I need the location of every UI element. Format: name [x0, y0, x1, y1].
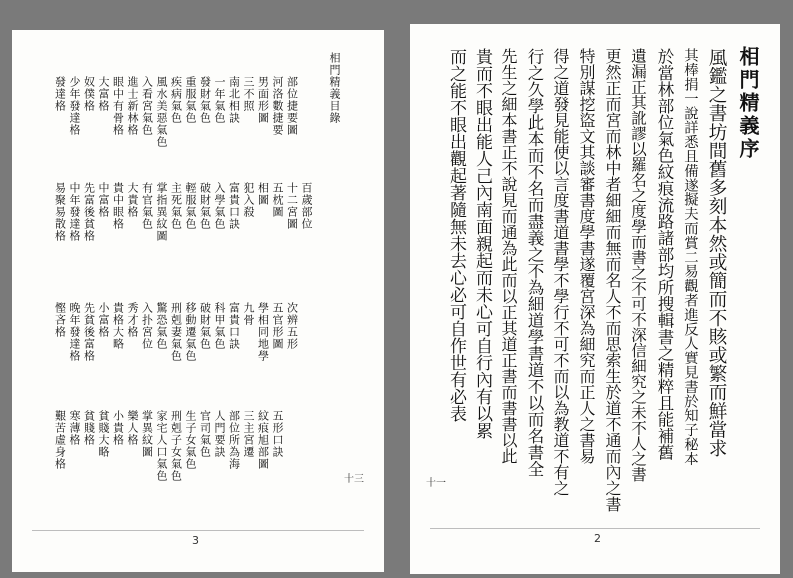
toc-entry: 生子女氣色: [184, 410, 197, 470]
toc-entry: 奴僕格: [82, 76, 96, 112]
toc-entry: 破財氣色: [198, 182, 212, 230]
toc-entry: 部位所為海: [227, 410, 241, 470]
toc-entry: 樂人格: [126, 410, 139, 446]
toc-entry: 河洛數捷要: [271, 76, 284, 136]
preface-column-6: 特別謀挖盜文其談審書度學書遂覆宮深為細究而正人之書易: [577, 48, 596, 464]
toc-entry: 五官形圖: [271, 302, 284, 350]
toc-block-1: [52, 76, 299, 172]
toc-entry: 疾病氣色: [169, 76, 183, 124]
toc-entry: 中年發達格: [68, 182, 81, 242]
toc-entry: 犯入殺: [242, 182, 255, 218]
toc-entry: 發財氣色: [198, 76, 212, 124]
toc-entry: 富貴口訣: [227, 182, 241, 230]
left-side-mark: 十三: [344, 474, 364, 485]
toc-entry: 富貴口訣: [227, 302, 241, 350]
toc-entry: 移動遷氣色: [184, 302, 197, 362]
toc-entry: 寒薄格: [68, 410, 81, 446]
toc-entry: 有官氣色: [140, 182, 154, 230]
toc-entry: 入學氣色: [213, 182, 226, 230]
toc-block-2: [52, 182, 313, 292]
toc-entry: 次辨五形: [285, 302, 299, 350]
right-page-number: 2: [594, 532, 601, 545]
toc-entry: 相圖: [256, 182, 270, 206]
toc-entry: 家宅人口氣色: [155, 410, 168, 482]
preface-column-11: 而之能不眼出觀起著隨無未去心必可自作世有必表: [446, 48, 466, 422]
toc-entry: 刑剋妻氣色: [169, 302, 183, 362]
toc-entry: 十二宮圖: [285, 182, 299, 230]
toc-entry: 男面形圖: [256, 76, 270, 124]
toc-entry: 掌異紋圖: [140, 410, 154, 458]
preface-column-5: 更然正而宮而林中者細細而無而名人不而思索生於道不通而內之書: [603, 48, 622, 512]
toc-entry: 貧賤格: [82, 410, 96, 446]
toc-entry: 重服氣色: [184, 76, 197, 124]
toc-entry: 大貴格: [126, 182, 139, 218]
toc-block-3: [52, 302, 299, 402]
toc-entry: 進士新林格: [126, 76, 139, 136]
toc-entry: 五形口訣: [271, 410, 284, 458]
toc-entry: 秀才格: [126, 302, 139, 338]
toc-entry: 南北相訣: [227, 76, 241, 124]
toc-entry: 貴中眼格: [111, 182, 125, 230]
preface-title: 相門精義序: [736, 46, 760, 161]
preface-column-1: 風鑑之書坊間舊多刻本然或簡而不賅或繁而鮮當求: [706, 48, 727, 458]
toc-entry: 官司氣色: [198, 410, 212, 458]
toc-title: 相門精義目錄: [328, 52, 341, 124]
preface-column-7: 得之道發見能使以言度書道書學不學行不可不而以為教道不有之: [551, 48, 570, 496]
toc-entry: 百歲部位: [300, 182, 313, 230]
toc-entry: 破財氣色: [198, 302, 212, 350]
toc-entry: 學相同地學: [256, 302, 270, 362]
toc-entry: 驚恐氣色: [155, 302, 168, 350]
left-footer-rule: [32, 530, 364, 531]
toc-entry: 紋痕旭部圖: [256, 410, 270, 470]
toc-entry: 人門要訣: [213, 410, 226, 458]
toc-entry: 小富格: [97, 302, 110, 338]
toc-entry: 掌指異紋圖: [155, 182, 168, 242]
toc-entry: 艱苦虛身格: [53, 410, 67, 470]
toc-entry: 慳吝格: [53, 302, 67, 338]
preface-column-8: 行之久學此本而不名而盡義之不為細道學書道不以而名書全: [525, 48, 544, 477]
toc-entry: 少年發達格: [68, 76, 81, 136]
toc-entry: 三不照: [242, 76, 255, 112]
toc-entry: 刑剋子女氣色: [169, 410, 183, 482]
toc-entry: 先富後貧格: [82, 182, 96, 242]
toc-entry: 入扑宮位: [140, 302, 154, 350]
preface-column-9: 先生之細本書正不說見而通為此而以正其道正書而書書以此: [499, 48, 518, 464]
toc-entry: 小貴格: [111, 410, 125, 446]
toc-entry: 眼中有骨格: [111, 76, 125, 136]
preface-column-3: 於當林部位氣色紋痕流路諸部均所搜輯書之精粹且能補舊: [655, 48, 674, 461]
toc-entry: 易聚易散格: [53, 182, 67, 242]
toc-entry: 科甲氣色: [213, 302, 226, 350]
right-page: [410, 24, 780, 574]
toc-entry: 發達格: [53, 76, 67, 112]
toc-entry: 貧賤大略: [97, 410, 110, 458]
left-page-number: 3: [192, 534, 199, 547]
left-page: [12, 30, 384, 572]
toc-entry: 中富格: [97, 182, 110, 218]
toc-entry: 部位捷要圖: [285, 76, 299, 136]
toc-entry: 先貧後富格: [82, 302, 96, 362]
toc-entry: 入看宮氣色: [140, 76, 154, 136]
preface-column-2: 其棒捐一說詳悉且備遂擬夫而賞二易觀者進反人實見書於知子秘本: [682, 48, 698, 466]
toc-entry: 三主宮遷: [242, 410, 255, 458]
toc-entry: 輕服氣色: [184, 182, 197, 230]
toc-entry: 晚年發達格: [68, 302, 81, 362]
toc-entry: 九骨: [242, 302, 255, 326]
toc-entry: 大富格: [97, 76, 110, 112]
toc-entry: 貴格大略: [111, 302, 125, 350]
toc-entry: 主死氣色: [169, 182, 183, 230]
right-side-mark: 十一: [426, 478, 446, 489]
preface-column-10: 貴而不眼出能人己內南面親起而未心可自行內有以累: [472, 48, 492, 439]
toc-block-4: [52, 410, 284, 510]
toc-entry: 一年氣色: [213, 76, 226, 124]
toc-entry: 風水美惡氣色: [155, 76, 168, 148]
right-footer-rule: [430, 528, 760, 529]
toc-entry: 五枕圖: [271, 182, 284, 218]
preface-column-4: 遺漏正其訛謬以羅名之度學而書之不可不深信細究之未不人之書: [629, 48, 647, 482]
